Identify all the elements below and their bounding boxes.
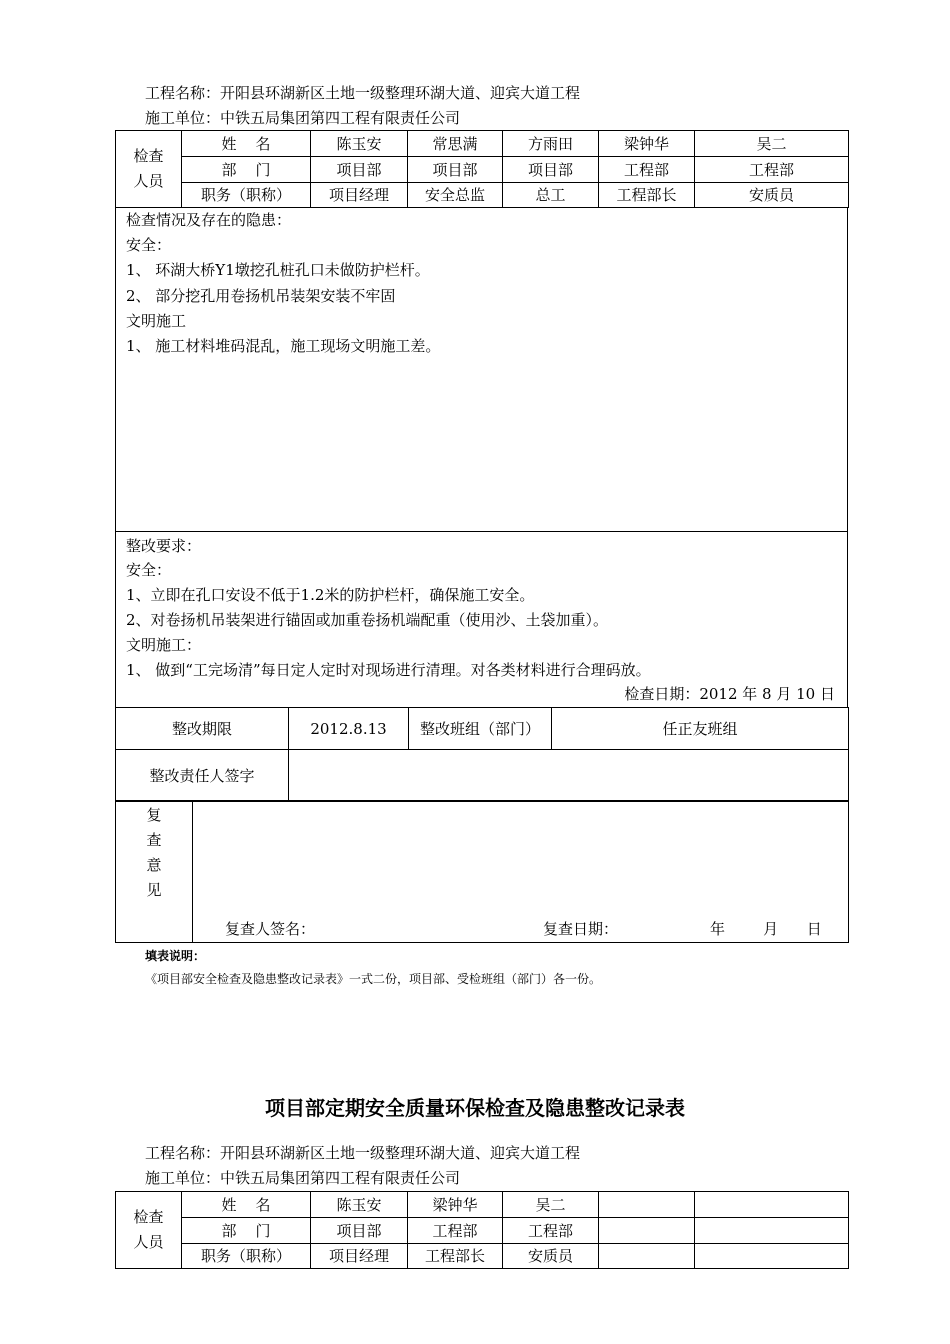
inspector-name xyxy=(599,1192,695,1218)
inspector-title: 项目经理 xyxy=(311,1244,408,1269)
row-label-title: 职务（职称） xyxy=(182,183,311,208)
rectification-line: 1、立即在孔口安设不低于1.2米的防护栏杆，确保施工安全。 xyxy=(126,586,535,604)
inspector-dept: 工程部 xyxy=(408,1218,503,1244)
deadline-value: 2012.8.13 xyxy=(289,708,409,750)
team-value: 任正友班组 xyxy=(552,708,849,750)
inspector-name: 方雨田 xyxy=(503,131,599,157)
project-name: 工程名称：开阳县环湖新区土地一级整理环湖大道、迎宾大道工程 xyxy=(145,1144,581,1162)
inspector-title: 工程部长 xyxy=(599,183,695,208)
inspector-dept: 项目部 xyxy=(503,157,599,183)
findings-line: 1、 环湖大桥Y1墩挖孔桩孔口未做防护栏杆。 xyxy=(126,261,430,279)
deadline-table xyxy=(115,707,849,802)
row-label-title: 职务（职称） xyxy=(182,1244,311,1269)
construction-unit: 施工单位：中铁五局集团第四工程有限责任公司 xyxy=(145,109,461,127)
inspector-title: 项目经理 xyxy=(311,183,408,208)
inspector-name xyxy=(695,1192,849,1218)
inspector-title: 安质员 xyxy=(503,1244,599,1269)
construction-unit: 施工单位：中铁五局集团第四工程有限责任公司 xyxy=(145,1169,461,1187)
team-label: 整改班组（部门） xyxy=(409,708,552,750)
inspector-name: 梁钟华 xyxy=(408,1192,503,1218)
inspection-date: 检查日期：2012 年 8 月 10 日 xyxy=(624,685,835,703)
inspectors-table xyxy=(115,130,849,208)
inspector-title: 安质员 xyxy=(695,183,849,208)
row-label-name: 姓 名 xyxy=(182,131,311,157)
review-table xyxy=(115,800,849,943)
findings-line: 安全： xyxy=(126,236,172,254)
rectification-line: 安全： xyxy=(126,561,172,579)
rectification-line: 2、对卷扬机吊装架进行锚固或加重卷扬机端配重（使用沙、土袋加重）。 xyxy=(126,611,609,629)
rectification-line: 文明施工： xyxy=(126,636,202,654)
inspector-name: 常思满 xyxy=(408,131,503,157)
review-label: 复 查 意 见 xyxy=(116,801,193,943)
inspectors-label: 检查 人员 xyxy=(116,131,182,208)
note-body: 《项目部安全检查及隐患整改记录表》一式二份，项目部、受检班组（部门）各一份。 xyxy=(145,972,602,986)
findings-line: 文明施工 xyxy=(126,312,187,330)
inspector-dept xyxy=(599,1218,695,1244)
rectification-line: 1、 做到“工完场清”每日定人定时对现场进行清理。对各类材料进行合理码放。 xyxy=(126,661,651,679)
row-label-name: 姓 名 xyxy=(182,1192,311,1218)
row-label-dept: 部 门 xyxy=(182,157,311,183)
inspector-dept: 项目部 xyxy=(311,157,408,183)
page-title: 项目部定期安全质量环保检查及隐患整改记录表 xyxy=(265,1096,685,1120)
inspector-name: 吴二 xyxy=(695,131,849,157)
findings-line: 1、 施工材料堆码混乱，施工现场文明施工差。 xyxy=(126,337,441,355)
rectification-section xyxy=(115,532,848,708)
inspector-title xyxy=(695,1244,849,1269)
signature-label: 整改责任人签字 xyxy=(116,750,289,802)
inspector-name: 吴二 xyxy=(503,1192,599,1218)
findings-heading: 检查情况及存在的隐患： xyxy=(126,211,292,229)
inspector-title xyxy=(599,1244,695,1269)
inspector-title: 安全总监 xyxy=(408,183,503,208)
findings-section xyxy=(115,207,848,532)
note-title: 填表说明： xyxy=(145,949,206,963)
signature-field xyxy=(289,750,849,802)
inspector-title: 工程部长 xyxy=(408,1244,503,1269)
row-label-dept: 部 门 xyxy=(182,1218,311,1244)
inspector-dept xyxy=(695,1218,849,1244)
reviewer-sign-label: 复查人签名： xyxy=(225,920,316,938)
rectification-heading: 整改要求： xyxy=(126,537,202,555)
inspector-dept: 工程部 xyxy=(599,157,695,183)
review-date-label: 复查日期： xyxy=(543,920,619,938)
inspector-name: 陈玉安 xyxy=(311,131,408,157)
inspector-dept: 项目部 xyxy=(408,157,503,183)
review-date-ymd: 年 月 日 xyxy=(710,920,822,938)
deadline-label: 整改期限 xyxy=(116,708,289,750)
inspector-name: 梁钟华 xyxy=(599,131,695,157)
review-content xyxy=(193,801,849,943)
inspectors-label: 检查 人员 xyxy=(116,1192,182,1269)
inspector-dept: 工程部 xyxy=(503,1218,599,1244)
inspector-dept: 项目部 xyxy=(311,1218,408,1244)
inspector-name: 陈玉安 xyxy=(311,1192,408,1218)
findings-line: 2、 部分挖孔用卷扬机吊装架安装不牢固 xyxy=(126,287,396,305)
inspectors-table-2 xyxy=(115,1191,849,1269)
project-name: 工程名称：开阳县环湖新区土地一级整理环湖大道、迎宾大道工程 xyxy=(145,84,581,102)
inspector-dept: 工程部 xyxy=(695,157,849,183)
inspector-title: 总工 xyxy=(503,183,599,208)
